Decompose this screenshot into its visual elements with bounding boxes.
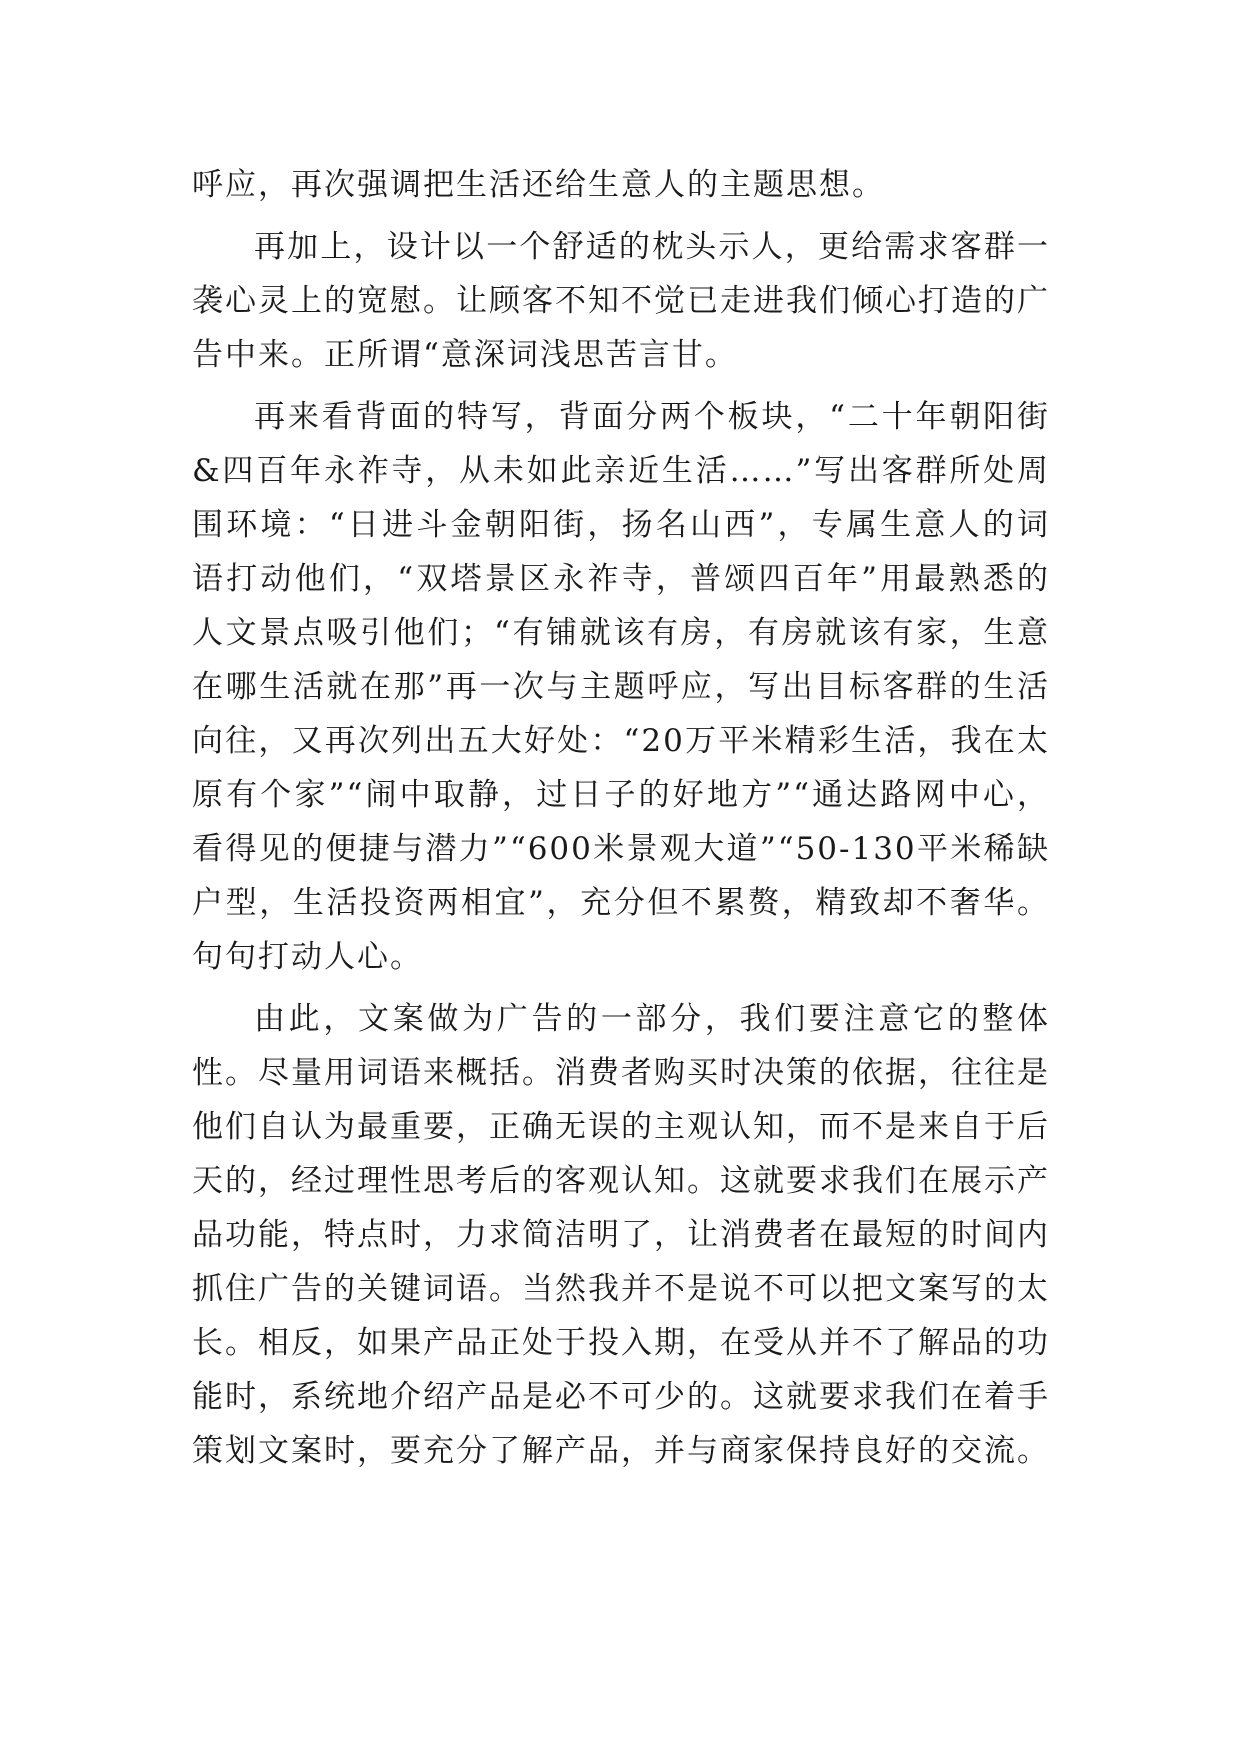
paragraph-conclusion: 由此，文案做为广告的一部分，我们要注意它的整体性。尽量用词语来概括。消费者购买时决策的依据，往往是他们自认为最重要，正确无误的主观认知，而不是来自于后天的，经过理性思考后的客观认知。这就要求我们在展示产品功能，特点时，力求简洁明了，让消费者在最短的时间内抓住广告的关键词语。当然我并不是说不可以把文案写的太长。相反，如果产品正处于投入期，在受从并不了解品的功能时，系统地介绍产品是必不可少的。这就要求我们在着手策划文案时，要充分了解产品，并与商家保持良好的交流。	[192, 1001, 1050, 1469]
paragraph-pillow-design: 再加上，设计以一个舒适的枕头示人，更给需求客群一袭心灵上的宽慰。让顾客不知不觉已走进我们倾心打造的广告中来。正所谓“意深词浅思苦言甘。	[192, 229, 1050, 373]
paragraph-back-side: 再来看背面的特写，背面分两个板块，“二十年朝阳街&四百年永祚寺，从未如此亲近生活……”写出客群所处周围环境：“日进斗金朝阳街，扬名山西”，专属生意人的词语打动他们，“双塔景区永祚寺，普颂四百年”用最熟悉的人文景点吸引他们；“有铺就该有房，有房就该有家，生意在哪生活就在那”再一次与主题呼应，写出目标客群的生活向往，又再次列出五大好处：“20万平米精彩生活，我在太原有个家”“闹中取静，过日子的好地方”“通达路网中心，看得见的便捷与潜力”“600米景观大道”“50-130平米稀缺户型，生活投资两相宜”，充分但不累赘，精致却不奢华。句句打动人心。	[192, 399, 1050, 975]
document-body	[192, 158, 1050, 1486]
paragraph-continuation: 呼应，再次强调把生活还给生意人的主题思想。	[192, 167, 885, 203]
